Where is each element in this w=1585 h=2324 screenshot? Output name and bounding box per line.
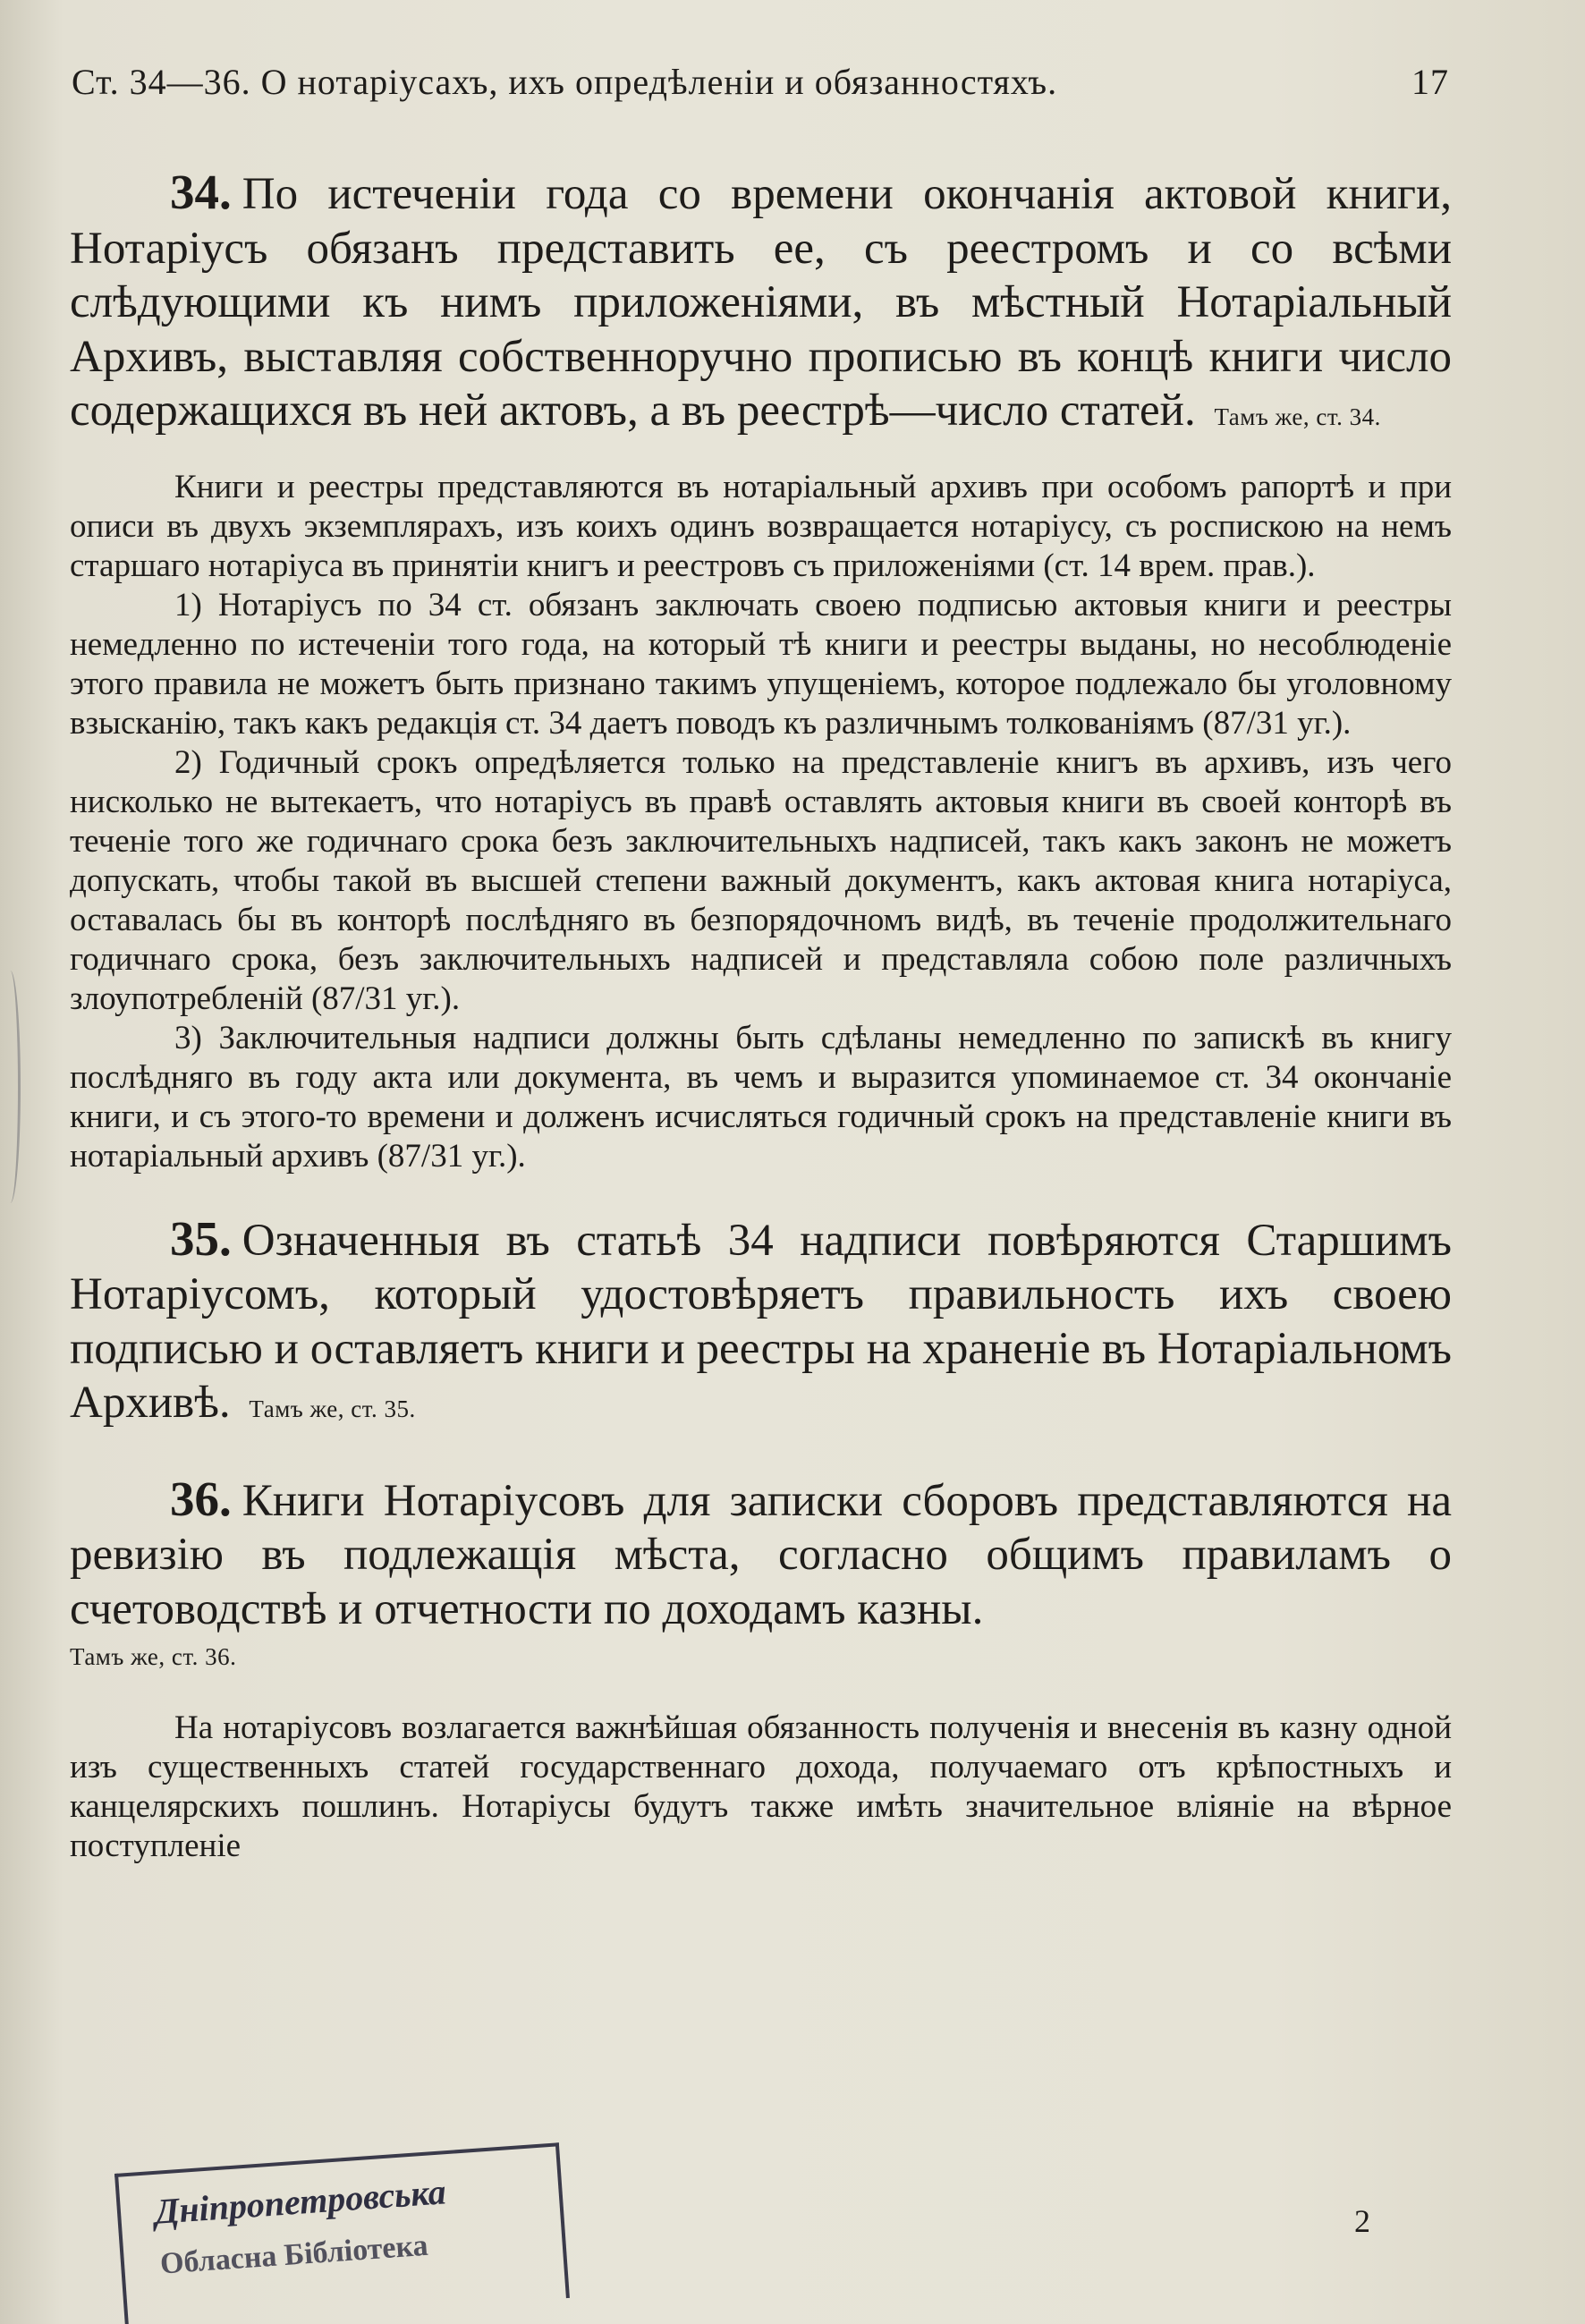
article-number: 35. xyxy=(170,1210,232,1266)
header-title: Ст. 34—36. О нотаріусахъ, ихъ опредѣленіи и обязанностяхъ. xyxy=(72,62,1058,102)
page-number: 17 xyxy=(1411,62,1449,102)
running-header xyxy=(72,61,1449,115)
margin-pencil-mark xyxy=(0,971,21,1203)
article-36 xyxy=(70,1472,1452,1637)
article-number: 34. xyxy=(170,165,232,219)
article-citation: Тамъ же, ст. 34. xyxy=(1214,403,1381,430)
stamp-line: Дніпропетровська xyxy=(153,2171,447,2232)
page-body xyxy=(70,165,1452,1866)
commentary-paragraph: 3) Заключительныя надписи должны быть сдѣланы немедленно по запискѣ въ книгу послѣдняго въ году акта или документа, въ чемъ и выразится упоминаемое ст. 34 окончаніе книги, и съ этого-то времени и долженъ исчисляться годичный срокъ на представленіе книги въ нотаріальный архивъ (87/31 уг.). xyxy=(70,1019,1452,1175)
library-stamp xyxy=(114,2142,570,2324)
article-34 xyxy=(70,165,1452,445)
commentary-paragraph: 1) Нотаріусъ по 34 ст. обязанъ заключать своею подписью актовыя книги и реестры немедленно по истеченіи того года, на который тѣ книги и реестры выданы, но несоблюденіе этого правила не можетъ быть признано такимъ упущеніемъ, которое подлежало бы уголовному взысканію, такъ какъ редакція ст. 34 даетъ поводъ къ различнымъ толкованіямъ (87/31 уг.). xyxy=(70,586,1452,742)
article-text: По истеченіи года со времени окончанія актовой книги, Нотаріусъ обязанъ представить ее, съ реестромъ и со всѣми слѣдующими къ нимъ приложеніями, въ мѣстный Нотаріальный Архивъ, выставляя собственноручно прописью въ концѣ книги число содержащихся въ ней актовъ, а въ реестрѣ—число статей. xyxy=(70,169,1452,436)
article-citation: Тамъ же, ст. 35. xyxy=(249,1395,416,1422)
commentary-paragraph: На нотаріусовъ возлагается важнѣйшая обязанность полученія и внесенія въ казну одной изъ существенныхъ статей государственнаго дохода, получаемаго отъ крѣпостныхъ и канцелярскихъ пошлинъ. Нотаріусы будутъ также имѣть значительное вліяніе на вѣрное поступленіе xyxy=(70,1709,1452,1864)
article-number: 36. xyxy=(170,1471,232,1526)
commentary-paragraph: Книги и реестры представляются въ нотаріальный архивъ при особомъ рапортѣ и при описи въ двухъ экземплярахъ, изъ коихъ одинъ возвращается нотаріусу, съ роспискою на немъ старшаго нотаріуса въ принятіи книгъ и реестровъ съ приложеніями (ст. 14 врем. прав.). xyxy=(70,468,1452,584)
commentary-paragraph: 2) Годичный срокъ опредѣляется только на представленіе книгъ въ архивъ, изъ чего нисколько не вытекаетъ, что нотаріусъ въ правѣ оставлять актовыя книги въ своей конторѣ въ теченіе того же годичнаго срока безъ заключительныхъ надписей, такъ какъ законъ не можетъ допускать, чтобы такой въ высшей степени важный документъ, какъ актовая книга нотаріуса, оставалась бы въ конторѣ послѣдняго въ безпорядочномъ видѣ, въ теченіе продолжительнаго годичнаго срока, безъ заключительныхъ надписей и представляла собою поле различныхъ злоупотребленій (87/31 уг.). xyxy=(70,743,1452,1017)
article-citation: Тамъ же, ст. 36. xyxy=(70,1643,237,1670)
article-text: Книги Нотаріусовъ для записки сборовъ представляются на ревизію въ подлежащія мѣста, согласно общимъ правиламъ о счетоводствѣ и отчетности по доходамъ казны. xyxy=(70,1475,1452,1634)
article-text: Означенныя въ статьѣ 34 надписи повѣряются Старшимъ Нотаріусомъ, который удостовѣряетъ правильность ихъ своею подписью и оставляетъ книги и реестры на храненіе въ Нотаріальномъ Архивѣ. xyxy=(70,1215,1452,1428)
stamp-line: Обласна Бібліотека xyxy=(158,2228,429,2281)
article-35 xyxy=(70,1212,1452,1437)
signature-mark: 2 xyxy=(1354,2203,1370,2239)
